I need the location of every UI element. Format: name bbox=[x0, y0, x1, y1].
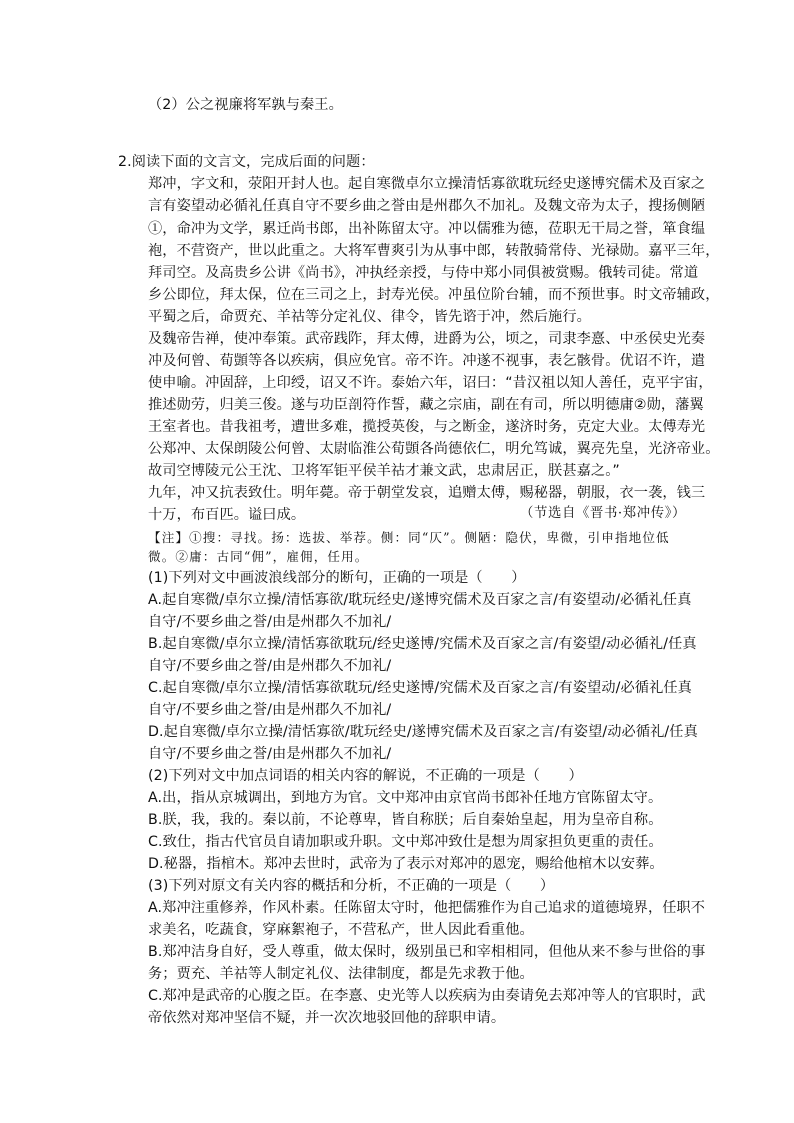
option-a-cont: 自守/不要乡曲之誉/由是州郡久不加礼/ bbox=[148, 614, 392, 630]
option-b: B.朕，我，我的。秦以前，不论尊卑，皆自称朕；后自秦始皇起，用为皇帝自称。 bbox=[148, 812, 663, 828]
option-a: A.出，指从京城调出，到地方为官。文中郑冲由京官尚书郎补任地方官陈留太守。 bbox=[148, 790, 663, 806]
passage-line: ①，命冲为文学，累迁尚书郎，出补陈留太守。冲以儒雅为德，莅职无干局之誉，箪食缊 bbox=[148, 221, 706, 237]
option-a: A.起自寒微/卓尔立操/清恬寡欲/耽玩经史/遂博究儒术及百家之言/有姿望动/必循礼任真 bbox=[148, 592, 692, 608]
passage-line: 十万，布百匹。谥曰成。 bbox=[148, 507, 306, 523]
question-stem: (3)下列对原文有关内容的概括和分析，不正确的一项是（ ） bbox=[148, 878, 555, 894]
source-citation: （节选自《晋书·郑冲传》） bbox=[520, 506, 687, 521]
option-b-cont: 务；贾充、羊祜等人制定礼仪、法律制度，都是先求教于他。 bbox=[148, 966, 534, 982]
option-b: B.起自寒微/卓尔立操/清恬寡欲耽玩/经史遂博/究儒术及百家之言/有姿望/动必循礼/任真 bbox=[148, 636, 697, 652]
passage-line: 推述勋劳，归美三俊。遂与功臣剖符作誓，藏之宗庙，副在有司，所以明德庸②勋，藩翼 bbox=[148, 397, 704, 413]
question-stem: (1)下列对文中画波浪线部分的断句，正确的一项是（ ） bbox=[148, 570, 526, 586]
passage-line: 平蜀之后，命贾充、羊祜等分定礼仪、律令，皆先谘于冲，然后施行。 bbox=[148, 309, 591, 325]
passage-line: 王室者也。昔我祖考，遭世多难，揽授英俊，与之断金，遂济时务，克定大业。太傅寿光 bbox=[148, 419, 706, 435]
option-c: C.郑冲是武帝的心腹之臣。在李憙、史光等人以疾病为由奏请免去郑冲等人的官职时，武 bbox=[148, 988, 706, 1004]
option-c-cont: 帝依然对郑冲坚信不疑，并一次次地驳回他的辞职申请。 bbox=[148, 1010, 506, 1026]
passage-line: 及魏帝告禅，使冲奉策。武帝践阼，拜太傅，进爵为公，顷之，司隶李憙、中丞侯史光奏 bbox=[148, 331, 706, 347]
question-heading: 2.阅读下面的文言文，完成后面的问题： bbox=[118, 154, 375, 170]
annotation-note: 【注】①搜：寻找。扬：选拔、举荐。侧：同“仄”。侧陋：隐伏，卑微，引申指地位低 bbox=[148, 530, 670, 545]
passage-line: 故司空博陵元公王沈、卫将军钜平侯羊祜才兼文武，忠肃居正，朕甚嘉之。” bbox=[148, 463, 620, 479]
passage-line: 冲及何曾、荀顗等各以疾病，俱应免官。帝不许。冲遂不视事，表乞骸骨。优诏不许，遣 bbox=[148, 353, 706, 369]
option-c-cont: 自守/不要乡曲之誉/由是州郡久不加礼/ bbox=[148, 702, 392, 718]
passage-line: 公郑冲、太保朗陵公何曾、太尉临淮公荀顗各尚德依仁，明允笃诚，翼亮先皇，光济帝业。 bbox=[148, 441, 720, 457]
passage-line: 袍，不营资产，世以此重之。大将军曹爽引为从事中郎，转散骑常侍、光禄勋。嘉平三年， bbox=[148, 243, 720, 259]
passage-line: 言有姿望动必循礼任真自守不要乡曲之誉由是州郡久不加礼。及魏文帝为太子，搜扬侧陋 bbox=[148, 198, 706, 214]
option-a: A.郑冲注重修养，作风朴素。任陈留太守时，他把儒雅作为自己追求的道德境界，任职不 bbox=[148, 900, 706, 916]
option-d-cont: 自守/不要乡曲之誉/由是州郡久不加礼/ bbox=[148, 746, 392, 762]
option-d: D.起自寒微/卓尔立操/清恬寡欲/耽玩经史/遂博究儒术及百家之言/有姿望/动必循礼/任真 bbox=[148, 724, 698, 740]
option-a-cont: 求美名，吃蔬食，穿麻絮袍子，不营私产，世人因此看重他。 bbox=[148, 922, 534, 938]
option-c: C.致仕，指古代官员自请加职或升职。文中郑冲致仕是想为周家担负更重的责任。 bbox=[148, 834, 663, 850]
option-b-cont: 自守/不要乡曲之誉/由是州郡久不加礼/ bbox=[148, 658, 392, 674]
passage-line: 郑冲，字文和，荥阳开封人也。起自寒微卓尔立操清恬寡欲耽玩经史遂博究儒术及百家之 bbox=[148, 176, 706, 192]
annotation-note: 微。②庸：古同“佣”，雇佣，任用。 bbox=[148, 549, 369, 564]
passage-line: 九年，冲又抗表致仕。明年薨。帝于朝堂发哀，追赠太傅，赐秘器，朝服，衣一袭，钱三 bbox=[148, 485, 706, 501]
option-b: B.郑冲洁身自好，受人尊重，做太保时，级别虽已和宰相相同，但他从来不参与世俗的事 bbox=[148, 944, 706, 960]
passage-line: 乡公即位，拜太保，位在三司之上，封寿光侯。冲虽位阶台辅，而不预世事。时文帝辅政， bbox=[148, 287, 720, 303]
question-stem: (2)下列对文中加点词语的相关内容的解说，不正确的一项是（ ） bbox=[148, 768, 583, 784]
passage-line: 拜司空。及高贵乡公讲《尚书》，冲执经亲授，与侍中郑小同俱被赏赐。俄转司徒。常道 bbox=[148, 265, 699, 281]
option-c: C.起自寒微/卓尔立操/清恬寡欲耽玩/经史遂博/究儒术及百家之言/有姿望动/必循礼任真 bbox=[148, 680, 692, 696]
option-d: D.秘器，指棺木。郑冲去世时，武帝为了表示对郑冲的恩宠，赐给他棺木以安葬。 bbox=[148, 856, 664, 872]
previous-question-item: （2）公之视廉将军孰与秦王。 bbox=[148, 97, 343, 113]
passage-line: 使申喻。冲固辞，上印绶，诏又不许。泰始六年，诏曰：“昔汉祖以知人善任，克平宇宙， bbox=[148, 375, 713, 391]
